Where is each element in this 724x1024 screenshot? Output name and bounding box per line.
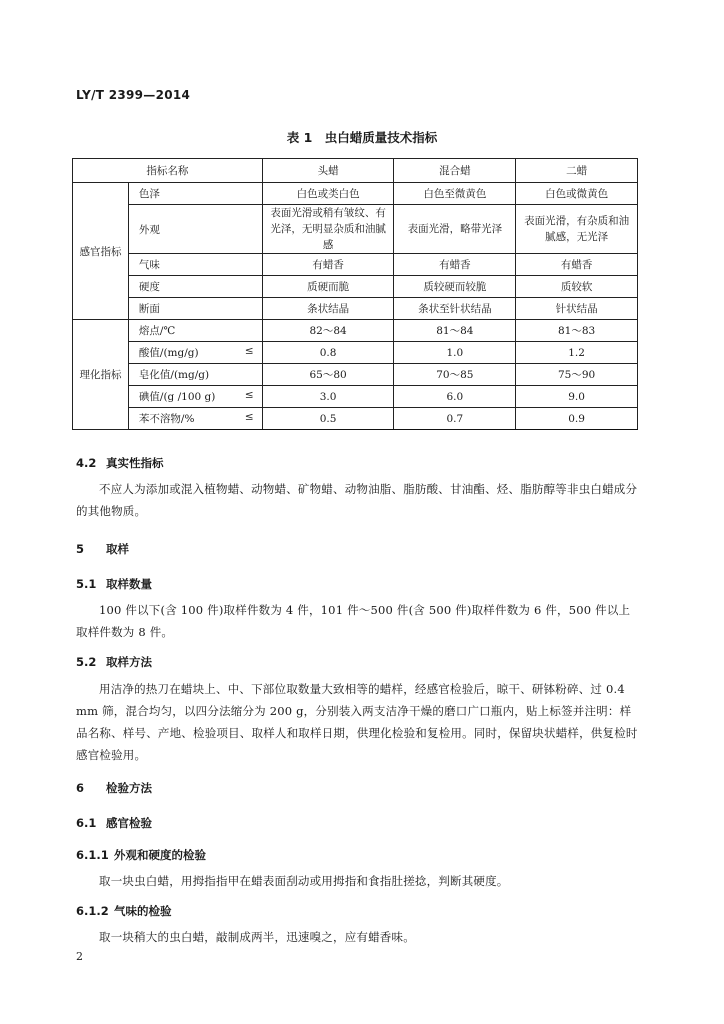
item-name: 碘值/(g /100 g) ≤ [128,386,262,408]
table-cell: 白色至微黄色 [394,183,516,205]
section-paragraph: 取一块稍大的虫白蜡，敲制成两半，迅速嗅之，应有蜡香味。 [99,930,415,944]
table-cell: 质较硬而较脆 [394,276,516,298]
table-cell: 针状结晶 [516,298,638,320]
table-row [73,298,638,320]
table-cell: 3.0 [262,386,394,408]
table-cell: 条状至针状结晶 [394,298,516,320]
table-row [73,183,638,205]
table-cell: 表面光滑或稍有皱纹、有光泽，无明显杂质和油腻感 [262,205,394,254]
section-paragraph: 100 件以下(含 100 件)取样件数为 4 件，101 件～500 件(含 500 件)取样件数为 6 件，500 件以上取样件数为 8 件。 [76,603,631,639]
item-name: 外观 [128,205,262,254]
table-cell: 1.2 [516,342,638,364]
group-label: 理化指标 [73,320,129,430]
group-label: 感官指标 [73,183,129,320]
table-cell: 0.5 [262,408,394,430]
section-heading: 5 取样 [76,542,130,556]
table-cell: 65～80 [262,364,394,386]
table-cell: 表面光滑，略带光泽 [394,205,516,254]
table-row [73,342,638,364]
item-name: 硬度 [128,276,262,298]
section-paragraph: 用洁净的热刀在蜡块上、中、下部位取数量大致相等的蜡样，经感官检验后，晾干、研钵粉碎、过 0.4 mm 筛，混合均匀，以四分法缩分为 200 g，分别装入两支洁净干燥的磨口广口瓶内，贴上标签并注明：样品名称、样号、产地、检验项目、取样人和取样日期，供理化检验和复检用。同时，保留块状蜡样，供复检时感官检验用。 [76,682,638,762]
table-cell: 81～83 [516,320,638,342]
table-row [73,408,638,430]
table-row [73,276,638,298]
section-heading: 5.1 取样数量 [76,577,153,591]
document-code: LY/T 2399—2014 [76,88,191,102]
item-name: 酸值/(mg/g) ≤ [128,342,262,364]
table-row [73,205,638,254]
quality-spec-table [72,158,638,430]
item-name: 苯不溶物/% ≤ [128,408,262,430]
table-row [73,364,638,386]
column-header: 指标名称 [73,159,263,183]
table-cell: 有蜡香 [516,254,638,276]
item-name: 断面 [128,298,262,320]
item-name: 皂化值/(mg/g) [128,364,262,386]
table-header-row [73,159,638,183]
table-cell: 1.0 [394,342,516,364]
section-heading: 6 检验方法 [76,781,153,795]
table-cell: 表面光滑，有杂质和油腻感，无光泽 [516,205,638,254]
table-cell: 0.8 [262,342,394,364]
section-paragraph: 不应人为添加或混入植物蜡、动物蜡、矿物蜡、动物油脂、脂肪酸、甘油酯、烃、脂肪醇等非虫白蜡成分的其他物质。 [76,482,638,518]
table-cell: 质硬而脆 [262,276,394,298]
item-name: 气味 [128,254,262,276]
table-cell: 82～84 [262,320,394,342]
table-cell: 70～85 [394,364,516,386]
section-heading: 5.2 取样方法 [76,655,153,669]
table-cell: 条状结晶 [262,298,394,320]
table-cell: 有蜡香 [394,254,516,276]
table-cell: 0.9 [516,408,638,430]
table-cell: 白色或微黄色 [516,183,638,205]
page-number: 2 [76,950,83,963]
table-row [73,254,638,276]
section-heading: 4.2 真实性指标 [76,456,164,470]
item-name: 熔点/℃ [128,320,262,342]
table-cell: 75～90 [516,364,638,386]
table-cell: 有蜡香 [262,254,394,276]
column-header: 头蜡 [262,159,394,183]
table-cell: 6.0 [394,386,516,408]
table-cell: 9.0 [516,386,638,408]
table-cell: 质较软 [516,276,638,298]
section-heading: 6.1.1 外观和硬度的检验 [76,848,207,862]
table-row [73,386,638,408]
section-heading: 6.1 感官检验 [76,816,153,830]
column-header: 二蜡 [516,159,638,183]
column-header: 混合蜡 [394,159,516,183]
table-title: 表 1 虫白蜡质量技术指标 [286,130,438,145]
item-name: 色泽 [128,183,262,205]
table-cell: 0.7 [394,408,516,430]
section-paragraph: 取一块虫白蜡，用拇指指甲在蜡表面刮动或用拇指和食指肚搓捻，判断其硬度。 [99,874,509,888]
table-cell: 81～84 [394,320,516,342]
section-heading: 6.1.2 气味的检验 [76,904,172,918]
table-row [73,320,638,342]
table-cell: 白色或类白色 [262,183,394,205]
